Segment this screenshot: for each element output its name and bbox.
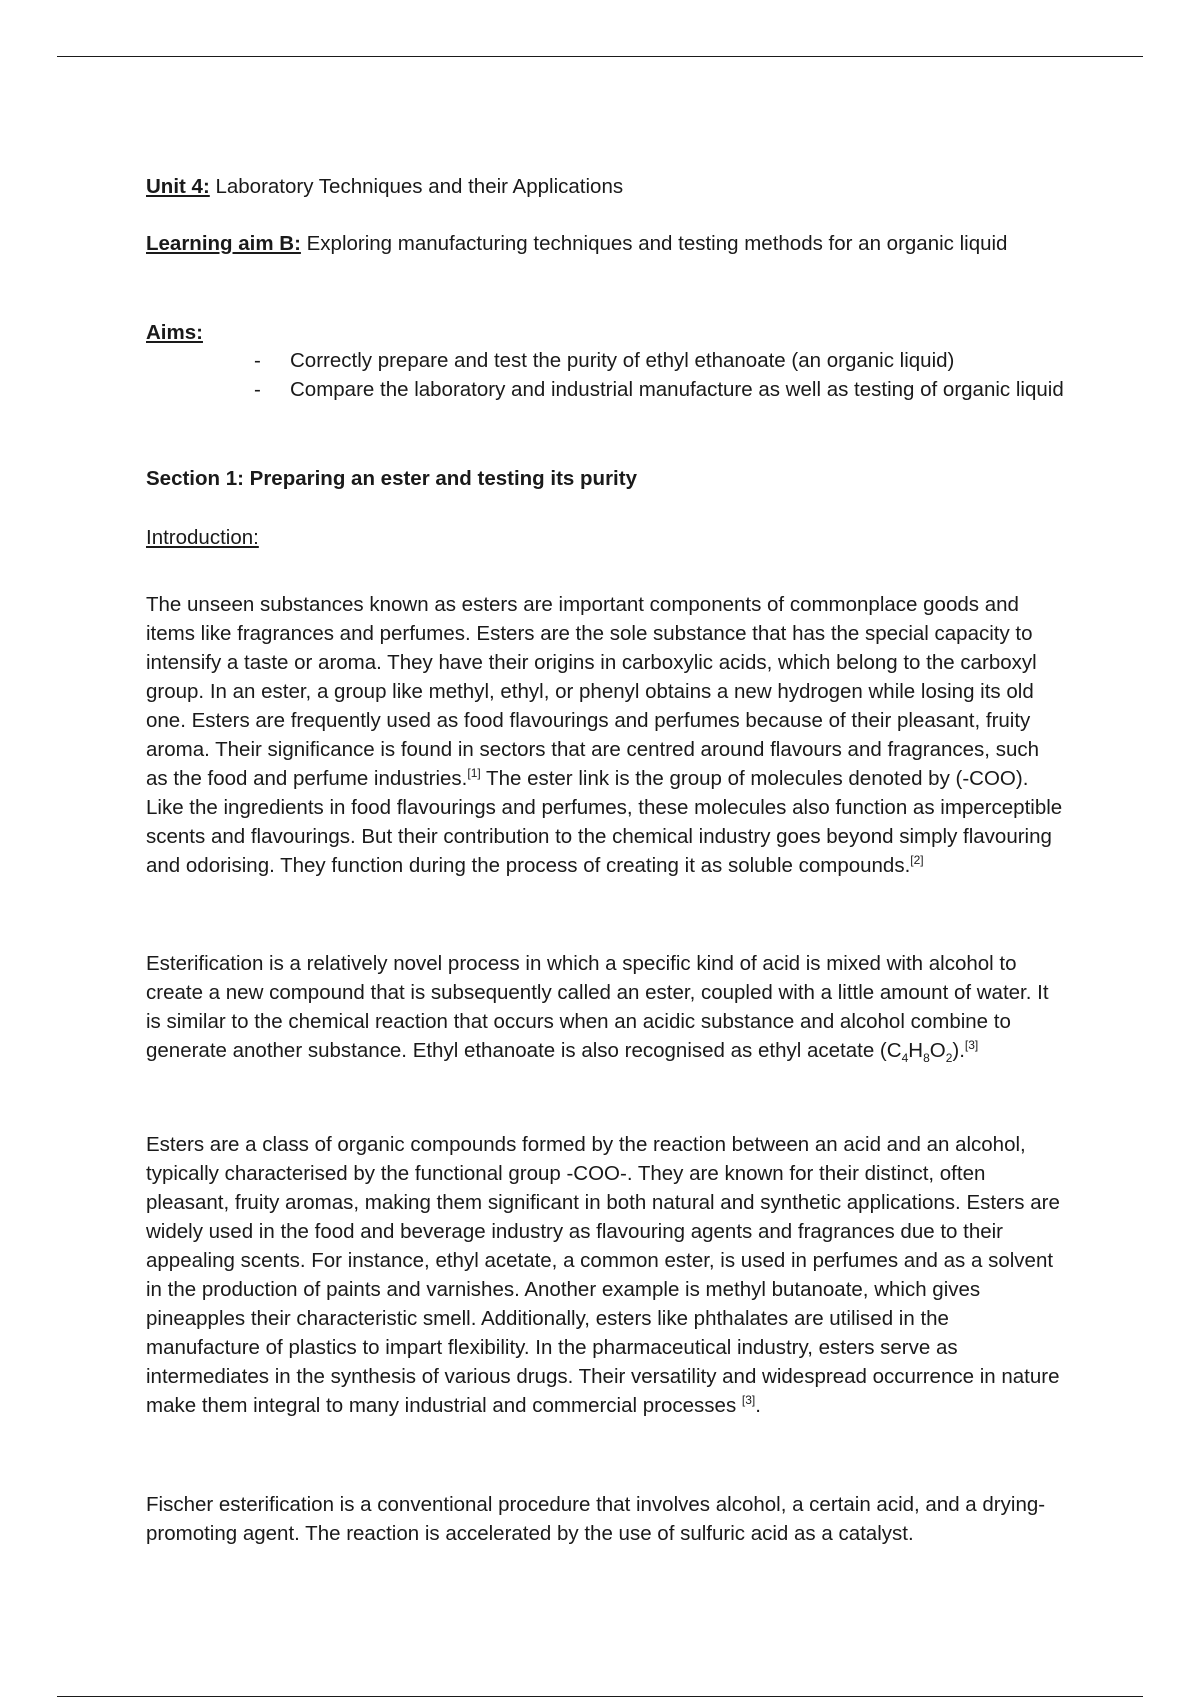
aim-text: Compare the laboratory and industrial manufacture as well as testing of organic liquid xyxy=(290,378,1064,401)
formula-element: H xyxy=(908,1039,924,1062)
paragraph-fischer-esterification: Fischer esterification is a conventional procedure that involves alcohol, a certain acid, and a drying-promoting agent. The reaction is accelerated by the use of sulfuric acid as a catalyst. xyxy=(146,1493,1046,1545)
citation-ref: [3] xyxy=(741,1393,756,1408)
paragraph-ester-applications xyxy=(146,1130,1066,1420)
formula-element: O xyxy=(929,1039,946,1062)
aim-text: Correctly prepare and test the purity of ethyl ethanoate (an organic liquid) xyxy=(290,349,955,372)
learning-aim-line xyxy=(146,229,1066,258)
aims-list-item xyxy=(146,346,1066,375)
paragraph-text: The ester link is the group of molecules denoted by (-COO). Like the ingredients in food flavourings and perfumes, these molecules also function as imperceptible scents and flavourings. But their contribution to the chemical industry goes beyond simply flavouring and odorising. They function during the process of creating it as soluble compounds. xyxy=(146,767,1063,877)
paragraph-text: ). xyxy=(952,1039,965,1062)
unit-title: Laboratory Techniques and their Applications xyxy=(209,175,624,198)
introduction-label: Introduction: xyxy=(146,526,259,549)
paragraph-text: Esterification is a relatively novel process in which a specific kind of acid is mixed with alcohol to create a new compound that is subsequently called an ester, coupled with a little amount of water. It is similar to the chemical reaction that occurs when an acidic substance and alcohol combine to generate another substance. Ethyl ethanoate is also recognised as ethyl acetate (C xyxy=(146,952,1049,1062)
paragraph-esters-overview xyxy=(146,590,1066,880)
formula-subscript: 4 xyxy=(901,1051,909,1066)
header-rule xyxy=(57,56,1143,57)
aims-list-item xyxy=(146,375,1066,404)
citation-ref: [2] xyxy=(910,853,924,868)
unit-label: Unit 4: xyxy=(146,175,210,198)
paragraph-esterification xyxy=(146,949,1066,1065)
aims-list xyxy=(146,346,1066,404)
bullet-dash: - xyxy=(254,378,261,401)
learning-aim-label: Learning aim B: xyxy=(146,232,301,255)
aims-heading xyxy=(146,318,203,347)
footer-rule xyxy=(57,1696,1143,1697)
paragraph-text: The unseen substances known as esters are important components of commonplace goods and items like fragrances and perfumes. Esters are the sole substance that has the special capacity to intensify a taste or aroma. They have their origins in carboxylic acids, which belong to the carboxyl group. In an ester, a group like methyl, ethyl, or phenyl obtains a new hydrogen while losing its old one. Esters are frequently used as food flavourings and perfumes because of their pleasant, fruity aroma. Their significance is found in sectors that are centred around flavours and fragrances, such as the food and perfume industries. xyxy=(146,593,1039,790)
unit-line xyxy=(146,172,623,201)
learning-aim-text: Exploring manufacturing techniques and testing methods for an organic liquid xyxy=(300,232,1008,255)
formula-subscript: 2 xyxy=(945,1051,953,1066)
aims-label: Aims: xyxy=(146,321,203,344)
formula-subscript: 8 xyxy=(923,1051,930,1066)
paragraph-text: Esters are a class of organic compounds formed by the reaction between an acid and an alcohol, typically characterised by the functional group -COO-. They are known for their distinct, often pleasant, fruity aromas, making them significant in both natural and synthetic applications. Esters are widely used in the food and beverage industry as flavouring agents and fragrances due to their appealing scents. For instance, ethyl acetate, a common ester, is used in perfumes and as a solvent in the production of paints and varnishes. Another example is methyl butanoate, which gives pineapples their characteristic smell. Additionally, esters like phthalates are utilised in the manufacture of plastics to impart flexibility. In the pharmaceutical industry, esters serve as intermediates in the synthesis of various drugs. Their versatility and widespread occurrence in nature make them integral to many industrial and commercial processes xyxy=(146,1133,1060,1417)
citation-ref: [1] xyxy=(467,766,481,781)
citation-ref: [3] xyxy=(964,1038,979,1053)
bullet-dash: - xyxy=(254,349,261,372)
paragraph-text: . xyxy=(755,1394,761,1417)
section-heading: Section 1: Preparing an ester and testing its purity xyxy=(146,467,637,490)
